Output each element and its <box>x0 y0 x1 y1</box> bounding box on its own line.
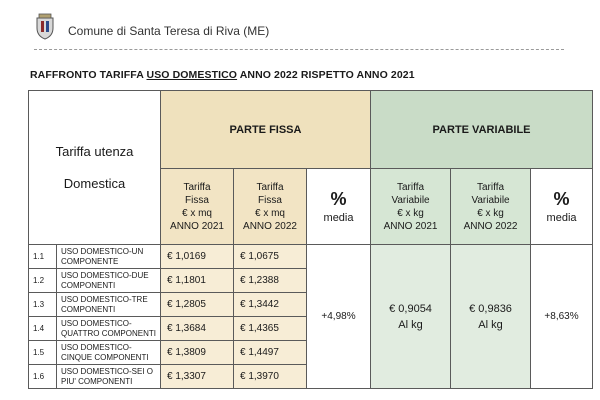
row-description: USO DOMESTICO-UN COMPONENTE <box>57 245 161 269</box>
fissa-2021-value: € 1,3684 <box>161 317 234 341</box>
row-description: USO DOMESTICO-QUATTRO COMPONENTI <box>57 317 161 341</box>
fissa-2022-value: € 1,0675 <box>234 245 307 269</box>
fissa-pct-header <box>307 169 371 245</box>
var-2021-amount: € 0,9054 <box>389 302 432 315</box>
table-row <box>29 245 593 269</box>
var-pct-value: +8,63% <box>531 245 593 389</box>
municipal-crest-icon <box>34 12 56 40</box>
var-2022-value <box>451 245 531 389</box>
fissa-2021-value: € 1,1801 <box>161 269 234 293</box>
header-divider <box>34 49 564 50</box>
var-2022-header: Tariffa Variabile € x kg ANNO 2022 <box>451 169 531 245</box>
fissa-2022-value: € 1,3970 <box>234 365 307 389</box>
fissa-2021-value: € 1,3809 <box>161 341 234 365</box>
row-number: 1.2 <box>29 269 57 293</box>
pct-symbol: % <box>553 188 570 209</box>
var-2021-header: Tariffa Variabile € x kg ANNO 2021 <box>371 169 451 245</box>
fissa-2022-value: € 1,3442 <box>234 293 307 317</box>
fissa-2021-value: € 1,3307 <box>161 365 234 389</box>
fissa-2021-value: € 1,0169 <box>161 245 234 269</box>
tariff-comparison-table <box>28 90 593 389</box>
fissa-2022-value: € 1,4365 <box>234 317 307 341</box>
row-number: 1.3 <box>29 293 57 317</box>
pct-label: media <box>323 211 354 224</box>
parte-variabile-header: PARTE VARIABILE <box>371 91 593 169</box>
var-2022-amount: € 0,9836 <box>469 302 512 315</box>
var-unit: Al kg <box>478 318 503 331</box>
fissa-2021-value: € 1,2805 <box>161 293 234 317</box>
row-number: 1.1 <box>29 245 57 269</box>
title-prefix: RAFFRONTO TARIFFA <box>30 69 147 81</box>
row-number: 1.4 <box>29 317 57 341</box>
var-pct-header <box>531 169 593 245</box>
row-description: USO DOMESTICO-TRE COMPONENTI <box>57 293 161 317</box>
pct-label: media <box>546 211 577 224</box>
fissa-pct-value: +4,98% <box>307 245 371 389</box>
row-number: 1.6 <box>29 365 57 389</box>
row-description: USO DOMESTICO-DUE COMPONENTI <box>57 269 161 293</box>
row-number: 1.5 <box>29 341 57 365</box>
tariff-type-header <box>29 91 161 245</box>
title-suffix: ANNO 2022 RISPETTO ANNO 2021 <box>237 69 415 81</box>
var-2021-value <box>371 245 451 389</box>
fissa-2022-value: € 1,4497 <box>234 341 307 365</box>
fissa-2022-value: € 1,2388 <box>234 269 307 293</box>
document-title <box>30 69 415 81</box>
row-description: USO DOMESTICO-CINQUE COMPONENTI <box>57 341 161 365</box>
var-unit: Al kg <box>398 318 423 331</box>
fissa-2021-header: Tariffa Fissa € x mq ANNO 2021 <box>161 169 234 245</box>
row-description: USO DOMESTICO-SEI O PIU' COMPONENTI <box>57 365 161 389</box>
municipality-name: Comune di Santa Teresa di Riva (ME) <box>68 24 270 38</box>
parte-fissa-header: PARTE FISSA <box>161 91 371 169</box>
fissa-2022-header: Tariffa Fissa € x mq ANNO 2022 <box>234 169 307 245</box>
title-underlined: USO DOMESTICO <box>146 69 238 81</box>
document-header <box>34 12 574 46</box>
corner-line-1: Tariffa utenza <box>55 143 134 159</box>
pct-symbol: % <box>330 188 347 209</box>
corner-line-2: Domestica <box>63 175 126 191</box>
